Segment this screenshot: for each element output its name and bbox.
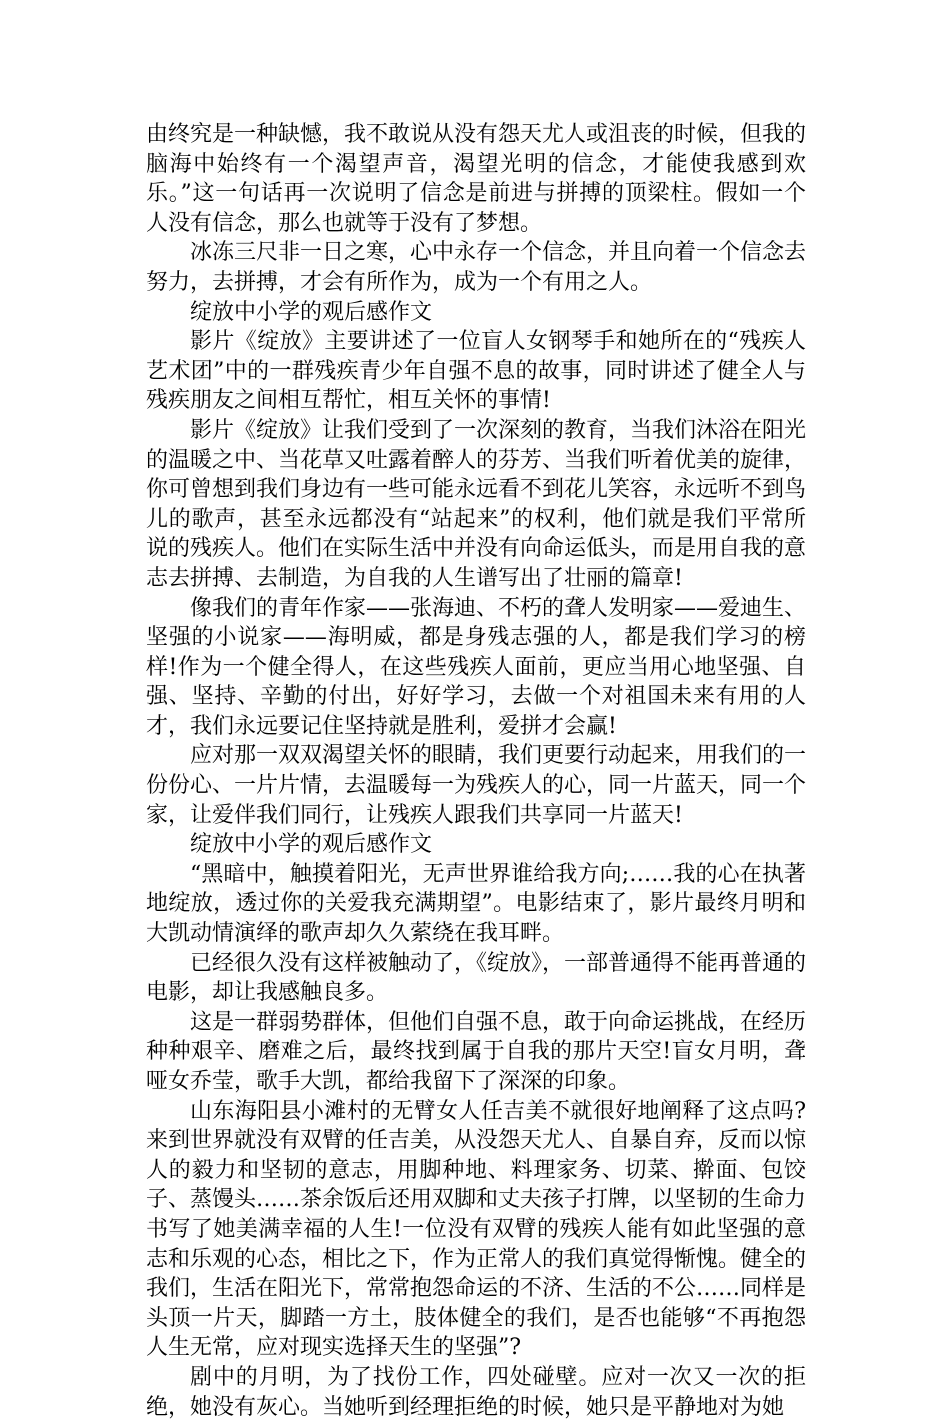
paragraph: 冰冻三尺非一日之寒，心中永存一个信念，并且向着一个信念去努力，去拼搏，才会有所作为，成为一个有用之人。	[146, 240, 807, 295]
paragraph: 这是一群弱势群体，但他们自强不息，敢于向命运挑战，在经历种种艰辛、磨难之后，最终找到属于自我的那片天空!盲女月明，聋哑女乔莹，歌手大凯，都给我留下了深深的印象。	[146, 1009, 807, 1094]
paragraph: 山东海阳县小滩村的无臂女人任吉美不就很好地阐释了这点吗?来到世界就没有双臂的任吉美，从没怨天尤人、自暴自弃，反而以惊人的毅力和坚韧的意志，用脚种地、料理家务、切菜、擀面、包饺子、蒸馒头……茶余饭后还用双脚和丈夫孩子打牌，以坚韧的生命力书写了她美满幸福的人生!一位没有双臂的残疾人能有如此坚强的意志和乐观的心态，相比之下，作为正常人的我们真觉得惭愧。健全的我们，生活在阳光下，常常抱怨命运的不济、生活的不公……同样是头顶一片天，脚踏一方土，肢体健全的我们，是否也能够“不再抱怨人生无常，应对现实选择天生的坚强”?	[146, 1098, 807, 1361]
paragraph: 已经很久没有这样被触动了，《绽放》，一部普通得不能再普通的电影，却让我感触良多。	[146, 950, 807, 1006]
section-heading: 绽放中小学的观后感作文	[190, 832, 433, 858]
paragraph: “黑暗中，触摸着阳光，无声世界谁给我方向;……我的心在执著地绽放，透过你的关爱我充满期望”。电影结束了，影片最终月明和大凯动情演绎的歌声却久久萦绕在我耳畔。	[146, 861, 806, 947]
section-heading: 绽放中小学的观后感作文	[190, 299, 433, 325]
paragraph: 剧中的月明，为了找份工作，四处碰壁。应对一次又一次的拒绝，她没有灰心。当她听到经理拒绝的时候，她只是平静地对为她	[146, 1364, 806, 1420]
paragraph: 应对那一双双渴望关怀的眼睛，我们更要行动起来，用我们的一份份心、一片片情，去温暖每一为残疾人的心，同一片蓝天，同一个家，让爱伴我们同行，让残疾人跟我们共享同一片蓝天!	[146, 743, 807, 828]
paragraph: 影片《绽放》主要讲述了一位盲人女钢琴手和她所在的“残疾人艺术团”中的一群残疾青少年自强不息的故事，同时讲述了健全人与残疾朋友之间相互帮忙，相互关怀的事情!	[146, 329, 806, 414]
paragraph: 像我们的青年作家——张海迪、不朽的聋人发明家——爱迪生、坚强的小说家——海明威，都是身残志强的人，都是我们学习的榜样!作为一个健全得人，在这些残疾人面前，更应当用心地坚强、自强、坚持、辛勤的付出，好好学习，去做一个对祖国未来有用的人才，我们永远要记住坚持就是胜利，爱拼才会赢!	[146, 595, 807, 739]
document-page	[146, 120, 806, 1422]
paragraph: 影片《绽放》让我们受到了一次深刻的教育，当我们沐浴在阳光的温暖之中、当花草又吐露着醉人的芬芳、当我们听着优美的旋律，你可曾想到我们身边有一些可能永远看不到花儿笑容，永远听不到鸟儿的歌声，甚至永远都没有“站起来”的权利，他们就是我们平常所说的残疾人。他们在实际生活中并没有向命运低头，而是用自我的意志去拼搏、去制造，为自我的人生谱写出了壮丽的篇章!	[146, 417, 807, 591]
paragraph: 由终究是一种缺憾，我不敢说从没有怨天尤人或沮丧的时候，但我的脑海中始终有一个渴望声音，渴望光明的信念，才能使我感到欢乐。”这一句话再一次说明了信念是前进与拼搏的顶梁柱。假如一个人没有信念，那么也就等于没有了梦想。	[146, 122, 807, 236]
